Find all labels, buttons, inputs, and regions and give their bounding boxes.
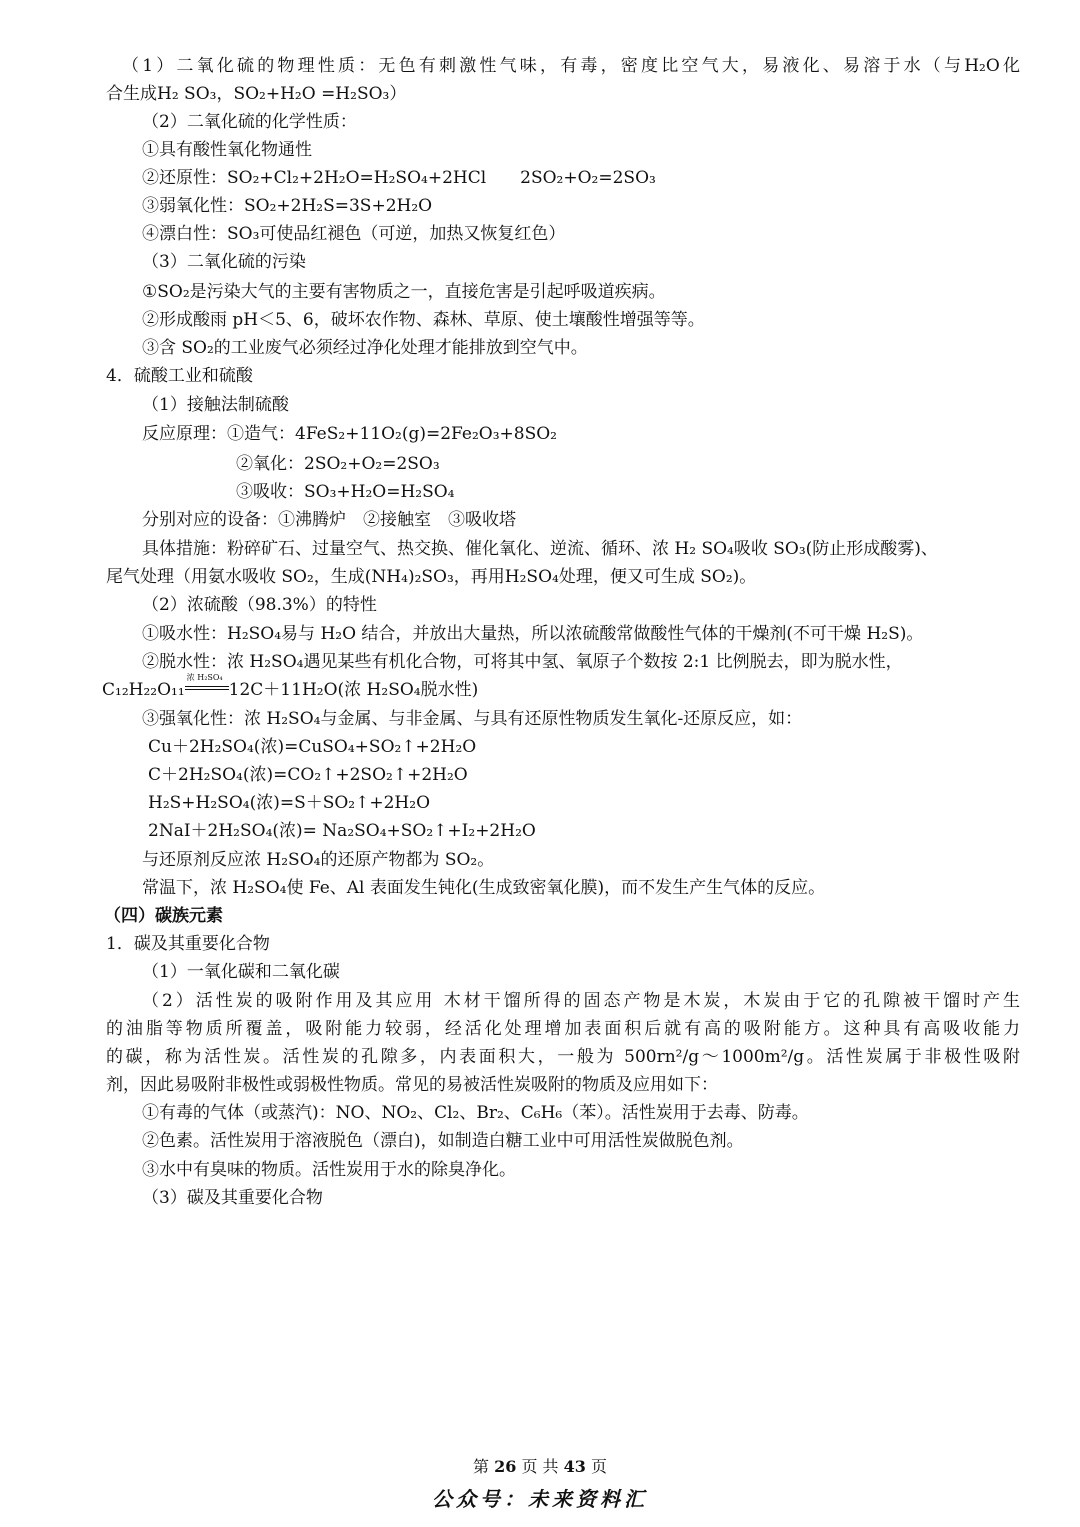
section-heading: 1．碳及其重要化合物 <box>106 934 270 954</box>
text-line: ③弱氧化性：SO₂+2H₂S=3S+2H₂O <box>142 196 433 216</box>
arrow-line <box>185 686 229 687</box>
text-line: ②氧化：2SO₂+O₂=2SO₃ <box>236 454 440 474</box>
brand-watermark: 公众号：未来资料汇 <box>432 1487 648 1511</box>
equation-line: 2NaI＋2H₂SO₄(浓)= Na₂SO₄+SO₂↑+I₂+2H₂O <box>148 821 536 841</box>
equation-line: Cu＋2H₂SO₄(浓)=CuSO₄+SO₂↑+2H₂O <box>148 737 477 757</box>
text-line: 的油脂等物质所覆盖，吸附能力较弱，经活化处理增加表面积后就有高的吸附能方。这种具有高吸收能力 <box>106 1019 1020 1039</box>
text-line: ②色素。活性炭用于溶液脱色（漂白)，如制造白糖工业中可用活性炭做脱色剂。 <box>142 1131 744 1151</box>
section-heading: 4．硫酸工业和硫酸 <box>106 366 253 386</box>
text-line: （2）活性炭的吸附作用及其应用 木材干馏所得的固态产物是木炭，木炭由于它的孔隙被干馏时产生 <box>142 991 1020 1011</box>
text-line: 具体措施：粉碎矿石、过量空气、热交换、催化氧化、逆流、循环、浓 H₂ SO₄吸收 SO₃(防止形成酸雾)、 <box>142 539 938 559</box>
text-line: ②还原性：SO₂+Cl₂+2H₂O=H₂SO₄+2HCl 2SO₂+O₂=2SO₃ <box>142 168 656 188</box>
text-line: ③水中有臭味的物质。活性炭用于水的除臭净化。 <box>142 1160 516 1180</box>
text-line: （3）碳及其重要化合物 <box>142 1188 323 1208</box>
reactant: C₁₂H₂₂O₁₁ <box>102 680 185 700</box>
text-line: （1）二氧化硫的物理性质：无色有刺激性气味，有毒，密度比空气大，易液化、易溶于水（与H₂O化 <box>122 56 1020 76</box>
equation-line: H₂S+H₂SO₄(浓)=S＋SO₂↑+2H₂O <box>148 793 431 813</box>
page-number <box>0 1456 1080 1478</box>
text-line: ③强氧化性：浓 H₂SO₄与金属、与非金属、与具有还原性物质发生氧化-还原反应，如： <box>142 709 803 729</box>
page-suffix: 页 <box>591 1457 608 1476</box>
reaction-condition: 浓 H₂SO₄ <box>186 673 223 682</box>
text-line: 与还原剂反应浓 H₂SO₄的还原产物都为 SO₂。 <box>142 850 495 870</box>
text-line: 剂，因此易吸附非极性或弱极性物质。常见的易被活性炭吸附的物质及应用如下： <box>106 1075 718 1095</box>
dehydration-equation <box>102 673 1020 704</box>
equation-line: C＋2H₂SO₄(浓)=CO₂↑+2SO₂↑+2H₂O <box>148 765 468 785</box>
text-line: ①吸水性：H₂SO₄易与 H₂O 结合，并放出大量热，所以浓硫酸常做酸性气体的干燥剂(不可干燥 H₂S)。 <box>142 624 924 644</box>
text-line: ③含 SO₂的工业废气必须经过净化处理才能排放到空气中。 <box>142 338 588 358</box>
page-prefix: 第 <box>472 1457 489 1476</box>
text-line: ①SO₂是污染大气的主要有害物质之一，直接危害是引起呼吸道疾病。 <box>142 282 666 302</box>
section-title: （四）碳族元素 <box>104 906 223 926</box>
text-line: ①具有酸性氧化物通性 <box>142 140 312 160</box>
text-line: ②形成酸雨 pH＜5、6，破坏农作物、森林、草原、使土壤酸性增强等等。 <box>142 310 705 330</box>
text-line: 分别对应的设备：①沸腾炉 ②接触室 ③吸收塔 <box>142 510 516 530</box>
text-line: （2）浓硫酸（98.3%）的特性 <box>142 595 377 615</box>
reaction-condition-arrow <box>185 673 229 697</box>
total-pages: 43 <box>563 1457 586 1476</box>
text-line: ③吸收：SO₃+H₂O=H₂SO₄ <box>236 482 455 502</box>
current-page: 26 <box>494 1457 517 1476</box>
text-line: ④漂白性：SO₃可使品红褪色（可逆，加热又恢复红色） <box>142 224 566 244</box>
text-line: 常温下，浓 H₂SO₄使 Fe、Al 表面发生钝化(生成致密氧化膜)，而不发生产生气体的反应。 <box>142 878 826 898</box>
product: 12C＋11H₂O(浓 H₂SO₄脱水性) <box>228 680 479 700</box>
text-line: （3）二氧化硫的污染 <box>142 252 306 272</box>
text-line: 的碳，称为活性炭。活性炭的孔隙多，内表面积大，一般为 500rn²/g～1000m²/g。活性炭属于非极性吸附 <box>106 1047 1020 1067</box>
text-line: （2）二氧化硫的化学性质： <box>142 112 357 132</box>
text-line: （1）接触法制硫酸 <box>142 395 289 415</box>
page-mid: 页 共 <box>521 1457 559 1476</box>
text-line: （1）一氧化碳和二氧化碳 <box>142 962 340 982</box>
arrow-line <box>185 689 229 690</box>
text-line: ①有毒的气体（或蒸汽)：NO、NO₂、Cl₂、Br₂、C₆H₆（苯）。活性炭用于去毒、防毒。 <box>142 1103 809 1123</box>
text-line: ②脱水性：浓 H₂SO₄遇见某些有机化合物，可将其中氢、氧原子个数按 2:1 比例脱去，即为脱水性， <box>142 652 903 672</box>
text-line: 尾气处理（用氨水吸收 SO₂，生成(NH₄)₂SO₃，再用H₂SO₄处理，便又可生成 SO₂)。 <box>106 567 757 587</box>
text-line: 反应原理：①造气：4FeS₂+11O₂(g)=2Fe₂O₃+8SO₂ <box>142 424 557 444</box>
text-line: 合生成H₂ SO₃，SO₂+H₂O =H₂SO₃） <box>106 84 407 104</box>
